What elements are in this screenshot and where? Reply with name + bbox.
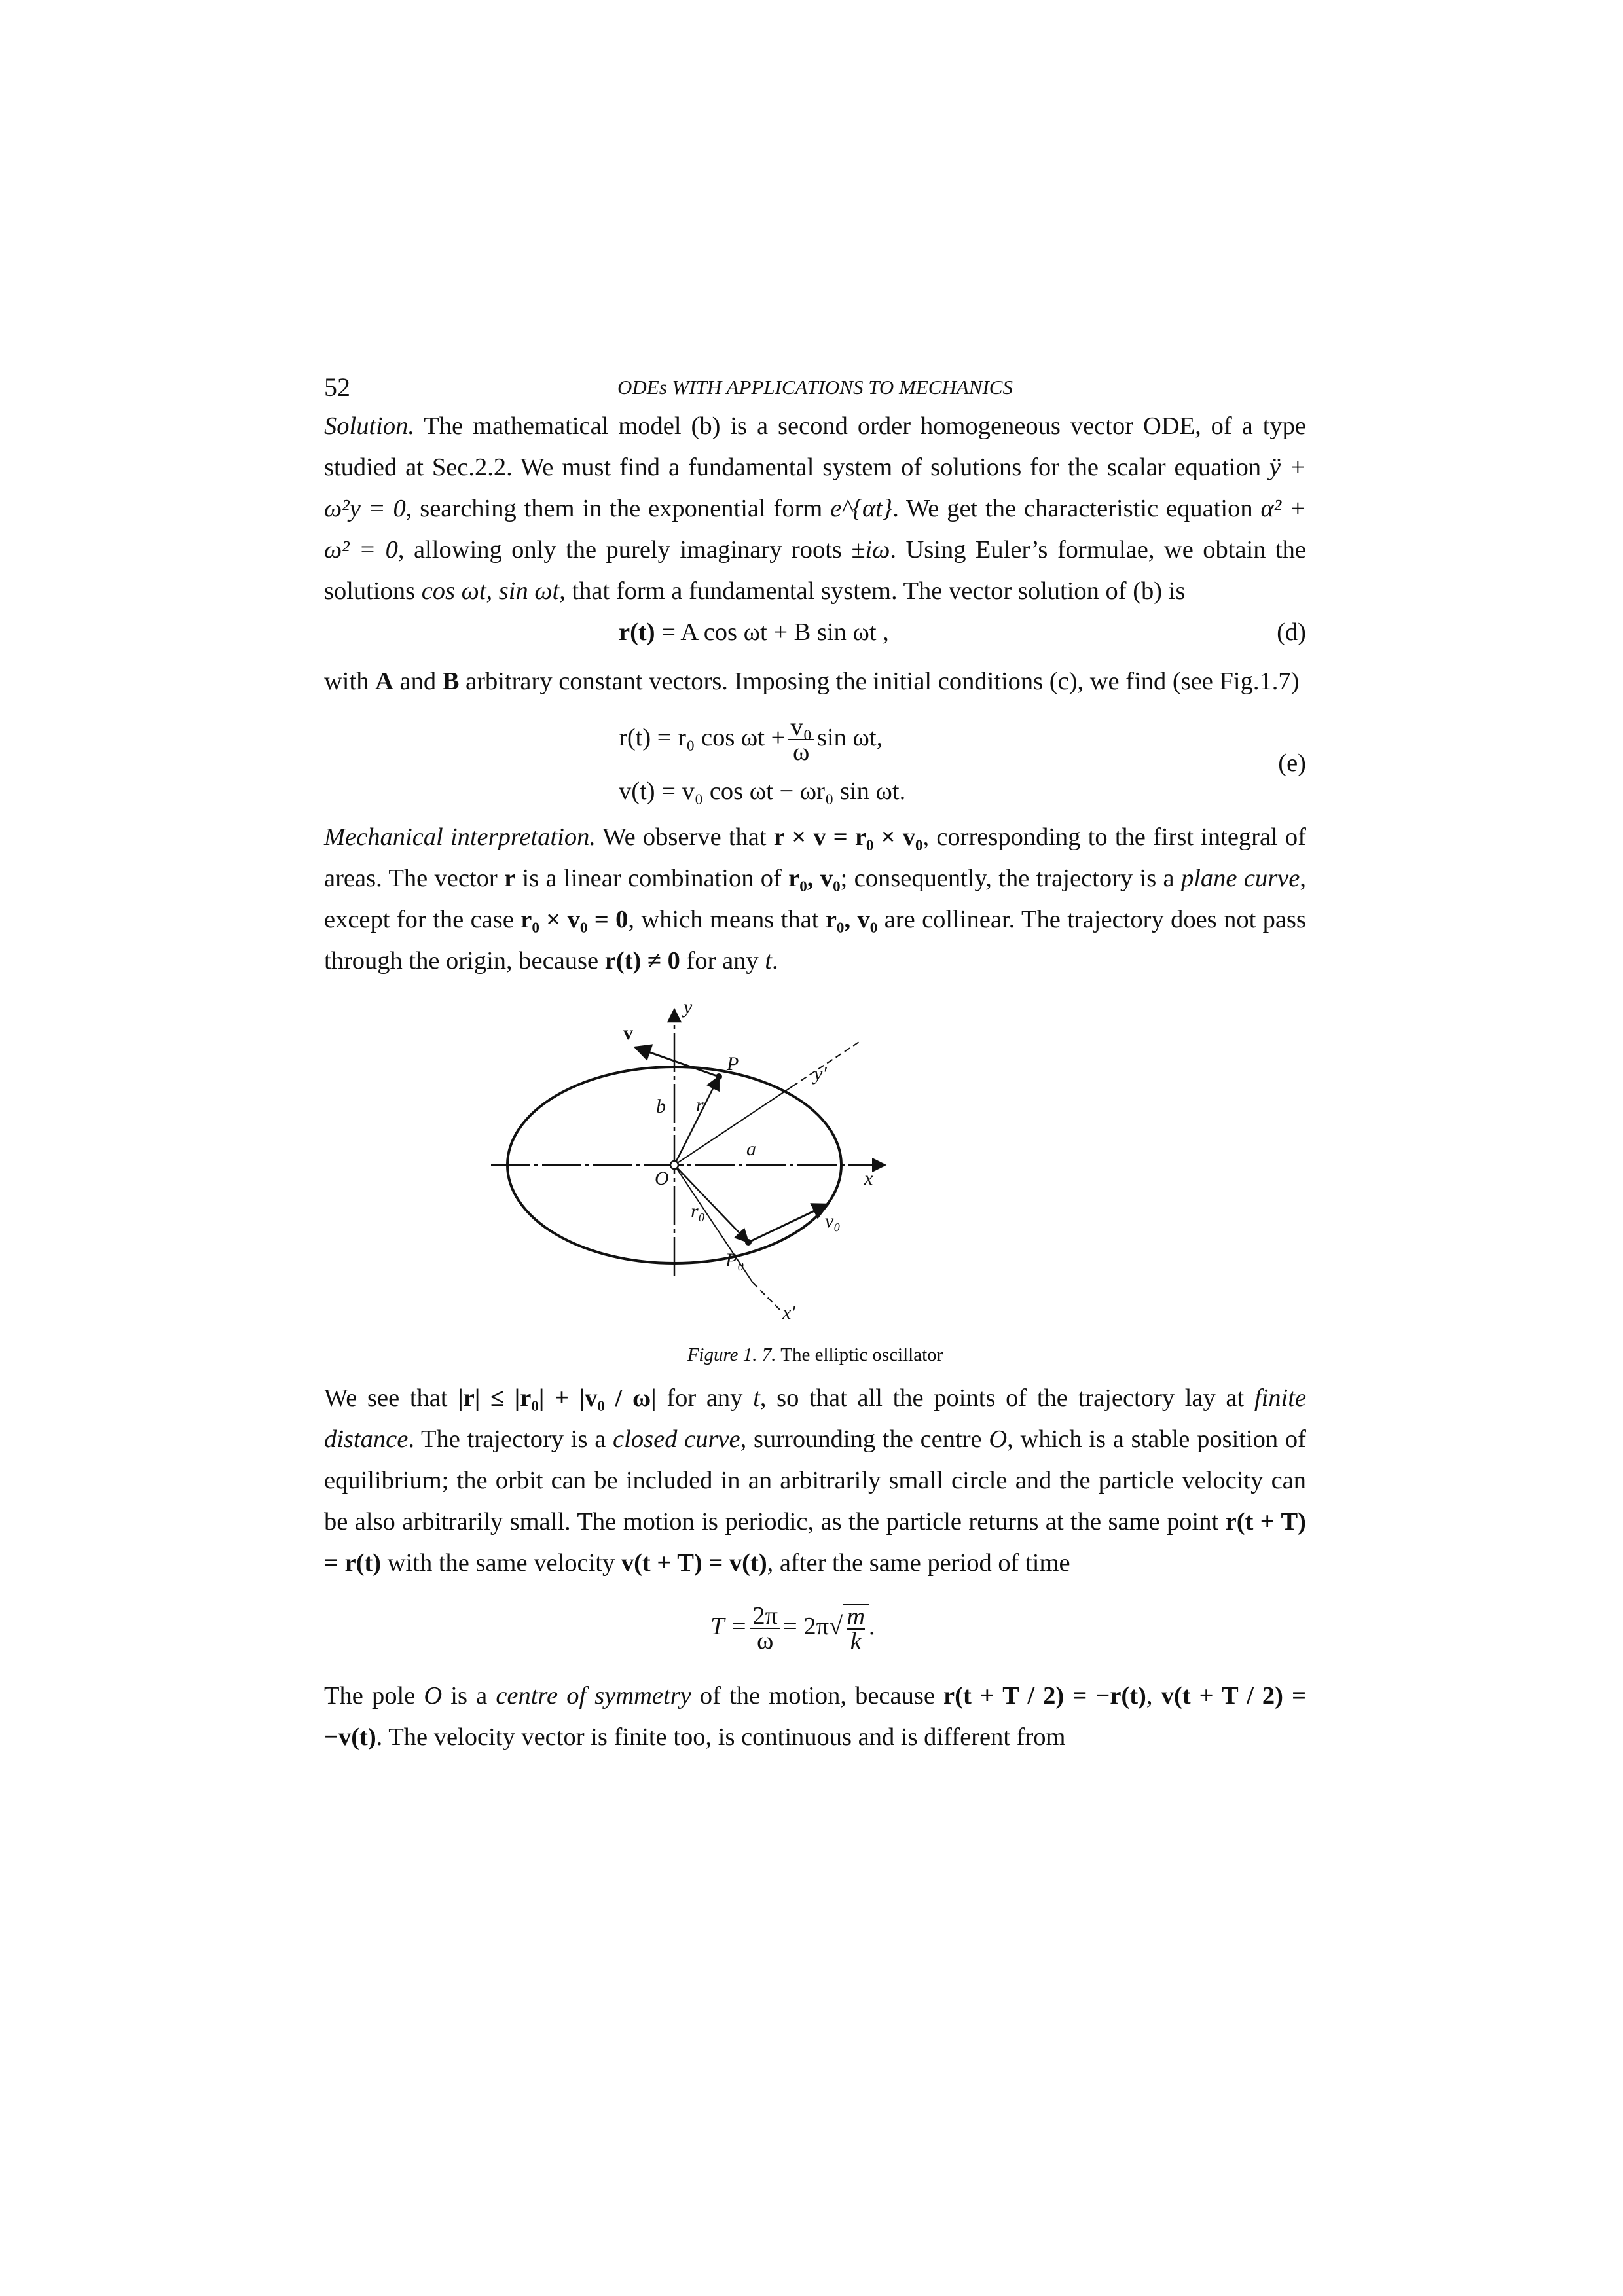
minor-axis-dashed	[753, 1283, 782, 1312]
page-number: 52	[324, 372, 350, 402]
label-y-prime: y′	[814, 1063, 827, 1085]
equation-tag-e: (e)	[1278, 749, 1306, 777]
running-header	[324, 367, 1306, 406]
eq-exponential: e^{αt}	[830, 495, 893, 522]
equation-d	[324, 612, 1306, 661]
constants-paragraph: with A and B arbitrary constant vectors. Imposing the initial conditions (c), we find (see Fig.1.7)	[324, 668, 1300, 695]
label-o: O	[655, 1168, 669, 1189]
major-axis-line	[674, 1086, 792, 1165]
eq-solutions: cos ωt, sin ωt	[421, 577, 560, 605]
label-r: r	[696, 1094, 704, 1116]
point-p0	[745, 1239, 752, 1246]
equation-e	[324, 702, 1306, 817]
label-p: P	[727, 1053, 739, 1075]
label-x: x	[864, 1168, 873, 1189]
eq-d-lhs: r(t)	[619, 619, 655, 646]
velocity-vector-v	[635, 1047, 719, 1077]
caption-label: Figure 1. 7.	[687, 1344, 776, 1365]
period-equation: T = $\frac{2\pi}{\omega}$ = 2π√ $\frac{m}{k}$ .	[710, 1602, 875, 1655]
eq-e-line2: v(t) = v₀ cos ωt − ωr₀ sin ωt.	[619, 778, 906, 805]
symmetry-paragraph: The pole O is a centre of symmetry of the motion, because r(t + T / 2) = −r(t), v(t + T / 2) = −v(t). The velocity vector is finite too, is continuous and is different from	[324, 1682, 1307, 1751]
label-v: v	[623, 1022, 633, 1044]
caption-text: The elliptic oscillator	[776, 1344, 943, 1365]
eq-characteristic: α² + ω² = 0	[324, 495, 1307, 564]
position-vector-r	[674, 1077, 719, 1165]
eq-scalar-ode: ÿ + ω²y = 0	[324, 454, 1306, 522]
equation-tag-d: (d)	[1277, 619, 1306, 646]
mechanical-paragraph: Mechanical interpretation. We observe that r × v = r₀ × v₀, corresponding to the first integral of areas. The vector r is a linear combination of r₀, v₀; consequently, the trajectory is a plane curve, except for the case r₀ × v₀ = 0, which means that r₀, v₀ are collinear. The trajectory does not pass through the origin, because r(t) ≠ 0 for any t.	[324, 823, 1306, 975]
elliptic-oscillator-diagram	[484, 995, 890, 1329]
solution-paragraph: Solution. The mathematical model (b) is a second order homogeneous vector ODE, of a type studied at Sec.2.2. We must find a fundamental system of solutions for the scalar equation ÿ + ω²y = 0, searching them in the exponential form e^{αt}. We get the characteristic equation α² + ω² = 0, allowing only the purely imaginary roots ±iω. Using Euler’s formulae, we obtain the solutions cos ωt, sin ωt, that form a fundamental system. The vector solution of (b) is	[324, 412, 1307, 605]
eq-d-rhs: = A cos ωt + B sin ωt ,	[655, 619, 889, 646]
position-vector-r0	[674, 1165, 748, 1242]
origin-point	[670, 1161, 678, 1169]
label-a: a	[746, 1138, 756, 1160]
label-x-prime: x′	[782, 1302, 795, 1323]
figure-caption	[324, 1342, 1306, 1378]
label-y: y	[684, 996, 693, 1018]
label-b: b	[656, 1096, 666, 1117]
solution-lead: Solution.	[324, 412, 414, 440]
label-v0: v₀	[825, 1210, 841, 1232]
figure-1-7	[324, 995, 1306, 1342]
running-title: ODEs WITH APPLICATIONS TO MECHANICS	[617, 376, 1013, 399]
eq-roots: ±iω	[851, 536, 890, 564]
point-p	[716, 1073, 722, 1080]
label-r0: r₀	[691, 1200, 706, 1222]
trajectory-paragraph: We see that |r| ≤ |r₀| + |v₀ / ω| for any t, so that all the points of the trajectory lay at finite distance. The trajectory is a closed curve, surrounding the centre O, which is a stable position of equilibrium; the orbit can be included in an arbitrarily small circle and the particle velocity can be also arbitrarily small. The motion is periodic, as the particle returns at the same point r(t + T) = r(t) with the same velocity v(t + T) = v(t), after the same period of time	[324, 1384, 1307, 1577]
eq-e-line1: r(t) = r₀ cos ωt + $\frac{\text{v₀}}{\omega}$ sin ωt,	[619, 713, 883, 766]
page-body	[324, 367, 1306, 1758]
label-p0: P₀	[725, 1249, 744, 1271]
